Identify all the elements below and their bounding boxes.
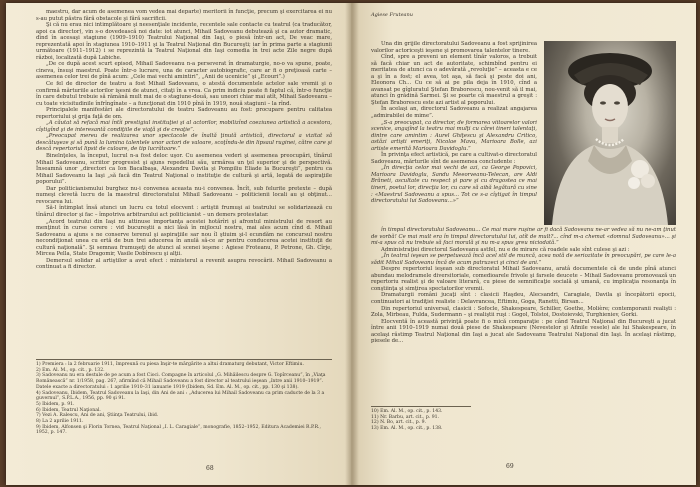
book-gutter xyxy=(345,3,359,485)
left-page-body xyxy=(36,9,332,271)
paragraph: Să-l întimplat însă atunci un lucru cu totul elocvent : artiştii frumuşi ai teatrului se solidarizează cu tînărul director şi fac – împotriva arbitrarului act politicianist – un demers protestatar. xyxy=(36,205,332,218)
right-page-body xyxy=(371,227,676,345)
paragraph: Şi că nu erau nici intimplătoare şi neesenţiale incidente, recentele sale contacte cu teatrul (ca traducător, apoi ca director), vin s-o dovedească noi date: iot atunci, Mihail Sadoveanu debutează şi ca autor dramatic, dînd în acesaşi stagiune (1909–1910) Teatrului Naţional din Iaşi, o piesă într-un act, De veac mare, reprezentată apoi în stagiunea 1910–1911 şi la Teatrul Naţional din Bucureşti; iar în prima parte a stagiunii următoare (1911–1912) i se reprezintă la Teatrul Naţional din Iaşi comedia în trei acte Zile negre după război, localizată după Labiche. xyxy=(36,22,332,61)
portrait-figure xyxy=(544,41,676,225)
paragraph: Dar politicianismului burghez nu-i convenea aceasta nu-i convenea. Încît, sub felurite pretexte – după numeşi clevetă lucru de la maestrul directoratului Mihail Sadoveanu – politicienii locali au şi obţinut... revocarea lui. xyxy=(36,185,332,205)
footnote: 2) Em. Al. M., op. cit., p. 132. xyxy=(36,367,105,373)
left-page xyxy=(6,3,351,485)
paragraph: Elocventă în această privinţă poate fi o mică comparaţie : pe când Teatrul Naţional din Bucureşti a jucat între anii 1910–1919 numai două piese de Shakespeare (Nevestelor şi Afinile vesele) ale lui Shakespeare, în acelaşi răstimp Teatrul Naţional din Iaşi a jucat ale Sadoveanu Teatrului Naţional din Iaşi. În acelaşi răstimp, piesele de... xyxy=(371,318,676,345)
footnote: 3) Sadoveanu nu era destule de pe acum a fost Cioci. Compagne în articolul „G. Mihăilescu despre G. Topîrceanu”, în „Viaţa Românească” nr. 1/1958, pag. 267, afirmînd că Mihail Sadoveanu a fost director al teatrului ieşean „între anii 1910–1919”. Datele exacte a directoratului : 1 aprilie 1910–31 ianuarie 1919 (Ibidem, Sd. Em. Al. M., op. cit., pp. 130 şi 138). xyxy=(36,373,326,390)
footnote: 4) Sadoveanu, Ibidem, Teatrul Sadoveanu la Iaşi, din Ani de ani : „Aducerea lui Mihail Sadoveanu ca prim caducte de la 3 a guvernul”, S.P.L.A., 1956, pp. 90 şi 91. xyxy=(36,390,325,402)
open-book xyxy=(6,3,696,485)
running-head: Agiese Fruteanu xyxy=(371,12,413,18)
portrait-photo xyxy=(544,41,676,225)
paragraph: „De ce după acest scurt episod, Mihail Sadoveanu n-a perseverat în dramaturgie, no-o va spune, poate, cineva, însuşi maestrul. Poate într-o lucrare, una de caracter autobiografic, care ar fi o preţioasă carte – asemenea celor trei de pînă acum: „Cele mai vechi amintiri”, „Anii de ucenicie” şi „Ecouri”.) xyxy=(36,61,332,81)
paragraph: maestru, dar acum de asemenea vom vedea mai departe) meritorii în funcţie, precum şi exercitarea ei nu s-au putut păstra fără obstacole şi fără sacrificii. xyxy=(36,9,332,22)
paragraph: Despre repertoriul ieşean sub directoratul Mihail Sadoveanu, aratâ documentele că de unde pînă atunci abundau melodramele diversitoriale, comedioarele frivole şi farsele deucete – Mihail Sadoveanu promovează un repertoriu realist şi de valoare literară, cu piese de semnificaţie socială şi umană, cu implicaţia resonanţa în conştiinţa şi simţirea spectatorilor vremii. xyxy=(371,266,676,292)
footnote: 5) Ibidem, p. 91. xyxy=(36,401,75,407)
left-footnotes xyxy=(36,359,332,436)
paragraph: „A căutat să refacă mai întîi prestigiul instituţiei şi al actorilor, mobilizînd coeziunea artistică a acestora, cîştigînd şi de interesantă condiţiile de viaţă şi de creaţie”. xyxy=(36,120,332,133)
footnote: 1) Premiera : la 2 februarie 1911, împreună cu piesa Inşir-te mărgărite a altui dramaturg debutant, Victor Eftimiu. xyxy=(36,362,304,367)
footnote: 7) Vezi A. Ralescu, Ani de ani, Ştiinţa Teatrului, ibid. xyxy=(36,413,159,419)
paragraph: Binelnţeles, la început, lucrul n-a fost deloc uşor. Cu asemenea vederi şi asemenea preocupări, tînărul Mihail Sadoveanu, scriitor progresist şi ajuns repedellui său, urmărea un ţel superior şi de perspectivă. Înseamnă unor „directori ca Ion Bacalbaşa, Alexandru Davila şi Pompiliu Eliade la Bucureşti”, pentru ca Mihail Sadoveanu la Iaşi „să facă din Teatrul Naţional o instituţie de cultură şi artă, legată de aspiraţiile poporului”. xyxy=(36,153,332,186)
footnote: 9) Ibidem, Alfonsen şi Florin Tornea, Teatrul Naţional „I. L. Caragiale”, monografie, 1852–1952, Editura Academiei R.P.R., 1952, p. 147. xyxy=(36,424,321,436)
paragraph: Principalele manifestări ale directoratului de teatru Sadoveanu au fost: procupare pentru calitatea repertoriului şi grija faţă de om. xyxy=(36,107,332,120)
footnote: 6) Ibidem, Teatrul Naţional. xyxy=(36,407,101,413)
footnote: 13) Em. Al. M., op. cit., p. 138. xyxy=(371,426,443,432)
right-page xyxy=(351,3,696,485)
paragraph: Dramaturgii români jucaţi sînt : clasicii Haşdeu, Alecsandri, Caragiale, Davila şi începătorii epocii, continuatori ai tradiţiei realiste : Delavrancea, Eftimiu, Goga, Ranetti, Birsan... xyxy=(371,292,676,306)
footnote: 12) N. Bo, art. cit., p. 9. xyxy=(371,420,427,426)
paragraph: „Preocupat mereu de realizarea unor spectacole de înaltă ţinută artistică, directorul a vizitat să descătuşeze şi să pună la lumina talentele unor actori de valoare, scoţîndu-le din lipsaul ruginei, către care şi descă repertoriul lipsit de culoare, de tip lucrătoare.” xyxy=(36,133,332,153)
right-footnotes xyxy=(371,406,471,432)
paragraph: Administraţiei directorul Sadoveanu astfel, nu e de mirare că roadele sale sînt culese şi azi : xyxy=(381,246,630,253)
paragraph: „În direcţia celor mai vechi de azi, ca George Popovici, Marioara Davidoglu, Sandu Meeorveanu-Telecan, are Aldi Brăneti, ascultate cu respect şi pare şi cu dragostea ce mai tineri, poetul lor, direcţia lor, cu care să aibă legătură cu sine : «Maestrul Sadoveanu a spus... Tot ce s-a cîştigat în timpul directoratului lui Sadoveanu...»” xyxy=(371,165,537,205)
paragraph: În privinţa efect artistică, pe care a cultivat-o directoratul Sadoveanu, mărturile sînt de asemenea concludente : xyxy=(371,152,537,165)
paragraph: Una din grijile directoratului Sadoveanu a fost sprijinirea valorilor actoriceşti ieşene şi promovarea talentelor tinere. xyxy=(371,41,537,54)
page-number-left: 68 xyxy=(206,465,214,472)
paragraph: Cînd, spre a preveni un element tînăr valoros, a trebuit să facă chiar un act de autoritate, schimbînd pentru ei meritatea de atunci ca o adevărată „revoluţie” – aceasta e ce a şi în a fost; el avea, tot aşa, să facă şi peste doi ani, Eleonora Ch... Cu ce să ai pe pila deja în 1910, cînd a avansat pe gîgluratul Ştefan Braborescu, nou-venit să il mai, atunci în grădină Sarmei. Şi se poarte că maestrul a greşit : Ştefan Braborescu este azi artist al poporului. xyxy=(371,54,537,106)
paragraph: Demersul solidar al artiştilor a avut efect : ministerul a revenit asupra revocării. Mihail Sadoveanu a continuat a fi director. xyxy=(36,257,332,271)
footnote: 11) Nr. Barbu, art. cit., p. 91. xyxy=(371,414,439,420)
right-column-body xyxy=(371,41,537,205)
page-number-right: 69 xyxy=(506,463,514,470)
paragraph: în timpul directoratului Sadoveanu... Ce mai mare ruşine ar fi dacă Sadoveanu ne-ar vedea să nu ne-am ţinut de vorbă! Ce mai mult era în timpul directoratului lui, atît de mult?... cînd m-a chemat «domnul Sadoveanu»... şi mi-a spus că nu trebuie să faci morală şi nu m-a spus greu niciodată.” xyxy=(371,227,676,247)
paragraph: „S-a preocupat, ca director, de formarea viitoarelor valori scenice, angajînd la teatru mai mulţi cu cărei tineri talentaţi, dintre care amintim : Aurel Ghiţescu şi Alexandru Critico, astăzi artişti emeriţi, Nicolae Mavu, Marioara Bolle, azi artiste emerită Marioara Davidoglu.” xyxy=(371,119,537,152)
paragraph: Ce fel de director de teatru a fost Mihail Sadoveanu, o atestă documentele actelor sale vremii şi o confirmă mărturiile actorilor işesni de atunci, citaţi în a vrea. Ca prim indiciu poate fi faptul că, într-o funcţie în care debutul trebuie să rămână mult mai de o stagiune-două, sau uneori chiar mai atît, Mihail Sadoveanu – cu toate vicisitudinile înfrîngînate – a funcţionat din 1910 pînă în 1919, nouă stagiuni – la rînd. xyxy=(36,81,332,107)
paragraph: „Acord teatrului din Iaşi nu attinuse importanţa acestei hotărîri şi afrontul ministrului de resort au menţinut în curse cerere : vid bucureştii a nici lăsă în mijlocul nostru, mai ales acum cînd d. Mihail Sadoveanu a ajuns s ne conserve terenul şi aspiraţiile sar nou îl ştiuim şi-l ecundăm ne concursul nostru necondiţionat unea cu ertă de bun trei aducerea în anulă să-ce ar pentru conducerea acetei instituţii de cultură naţională”. Şi semnau frumuşeţi de atunci al scenei ieşene : Agiese Froteanu, P. Petrone, Gh. Cîrje, Mircea Pella, State Dragomir, Vasile Dobîrescu şi alţii. xyxy=(36,218,332,258)
paragraph: Din repertoriul universal, clasicii : Sofocle, Shakespeare, Schiller, Goethe, Molière; contemporanii realişti : Zola, Mirbeau, Fulda, Sudermann – şi realiştii ruşi : Gogol, Tolstoi, Dostoievski, Turghieniev, Gorki. xyxy=(371,305,676,319)
footnote: 8) La 2 aprilie 1911. xyxy=(36,419,84,425)
paragraph: În acelaşi an, directorul Sadoveanu a realizat angajarea „admirabilei de mime”. xyxy=(371,106,537,120)
footnote: 10) Em. Al. M., op. cit., p. 143. xyxy=(371,409,443,414)
paragraph: „În teatrul ieşean se perpetuează încă acel stil de muncă, acea notă de seriozitate în preocupări, pe care le-a sădit Mihail Sadoveanu încă de acum patruzeci şi cinci de ani.” xyxy=(371,253,676,266)
